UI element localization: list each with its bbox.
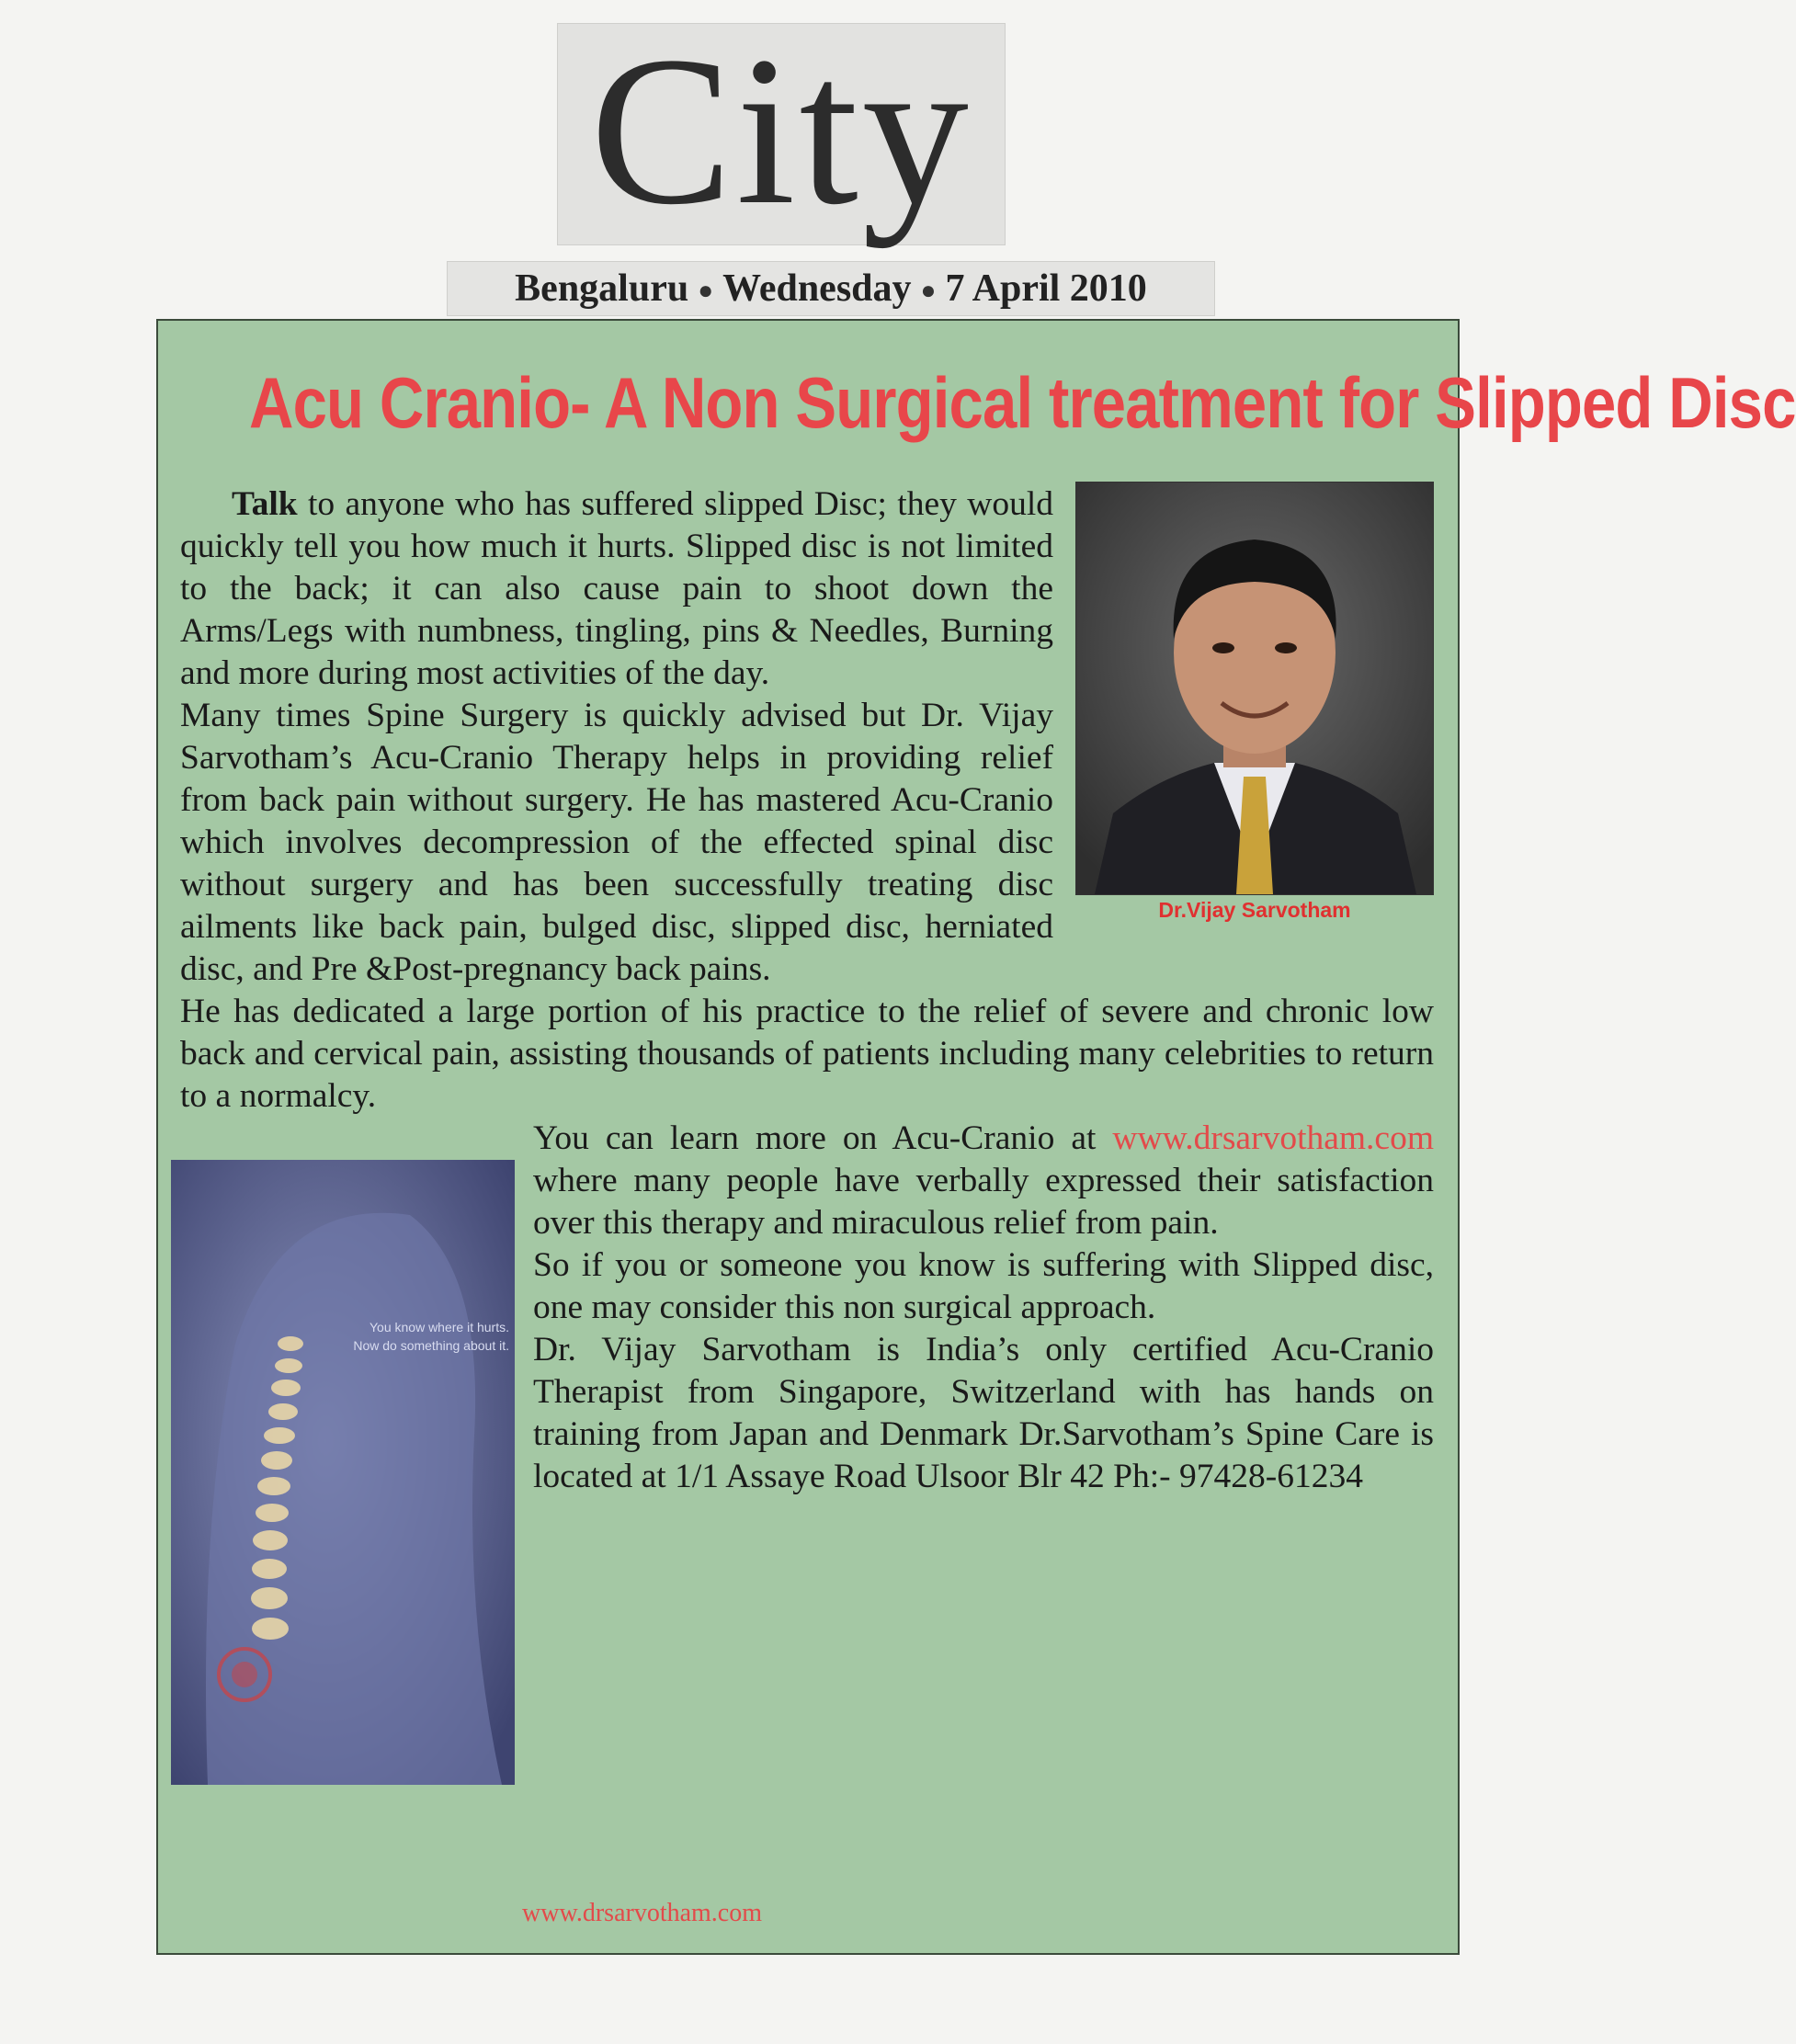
article-body — [180, 483, 1434, 1785]
bullet-icon: ● — [920, 277, 937, 306]
spine-illustration — [171, 1160, 515, 1785]
paragraph-2: Many times Spine Surgery is quickly advised but Dr. Vijay Sarvotham’s Acu-Cranio Therapy helps in providing relief from back pain without surgery. He has mastered Acu-Cranio which involves decompression of the effected spinal disc without surgery and has been successfully treating disc ailments like back pain, bulged disc, slipped disc, herniated disc, and Pre &Post-pregnancy back pains. — [180, 697, 1053, 988]
paragraph-5: So if you or someone you know is suffering with Slipped disc, one may consider this non surgical approach. — [533, 1246, 1434, 1326]
spine-image-text — [307, 1318, 509, 1355]
paragraph-6: Dr. Vijay Sarvotham is India’s only certified Acu-Cranio Therapist from Singapore, Switzerland with has hands on training from Japan and Denmark Dr.Sarvotham’s Spine Care is located at 1/1 Assaye Road Ulsoor Blr 42 Ph:- 97428-61234 — [533, 1331, 1434, 1495]
paragraph-4-text: You can learn more on Acu-Cranio at — [533, 1119, 1113, 1157]
spine-text-line-1: You know where it hurts. — [369, 1320, 509, 1334]
footer-website-link[interactable]: www.drsarvotham.com — [522, 1899, 763, 1927]
article-headline: Acu Cranio- A Non Surgical treatment for Slipped Disc — [248, 362, 1796, 443]
spine-text-line-2: Now do something about it. — [353, 1338, 509, 1353]
portrait-block — [1075, 482, 1434, 925]
bullet-icon: ● — [698, 277, 714, 306]
photo-caption: Dr.Vijay Sarvotham — [1158, 898, 1351, 922]
dateline-day: Wednesday — [722, 267, 912, 310]
paragraph-1-lead: Talk — [232, 485, 298, 523]
masthead — [557, 13, 1006, 249]
dateline-city: Bengaluru — [515, 267, 689, 310]
portrait-photo — [1075, 482, 1434, 895]
paragraph-3: He has dedicated a large portion of his practice to the relief of severe and chronic low back and cervical pain, assisting thousands of patients including many celebrities to return to a normalcy. — [180, 993, 1434, 1115]
spine-image — [171, 1160, 515, 1785]
website-link[interactable]: www.drsarvotham.com — [1112, 1119, 1434, 1157]
portrait-image — [1076, 483, 1433, 894]
dateline — [447, 261, 1215, 316]
spine-image-block — [171, 1160, 515, 1785]
masthead-title: City — [590, 13, 972, 249]
dateline-date: 7 April 2010 — [945, 267, 1147, 310]
paragraph-1-text: to anyone who has suffered slipped Disc; they would quickly tell you how much it hurts. Slipped disc is not limited to the back; it can also cause pain to shoot down the Arms/Legs with numbness, tingling, pins & Needles, Burning and more during most activities of the day. — [180, 485, 1053, 692]
paragraph-4-text-end: where many people have verbally expressed their satisfaction over this therapy and miraculous relief from pain. — [533, 1162, 1434, 1242]
article-box — [156, 319, 1796, 1955]
